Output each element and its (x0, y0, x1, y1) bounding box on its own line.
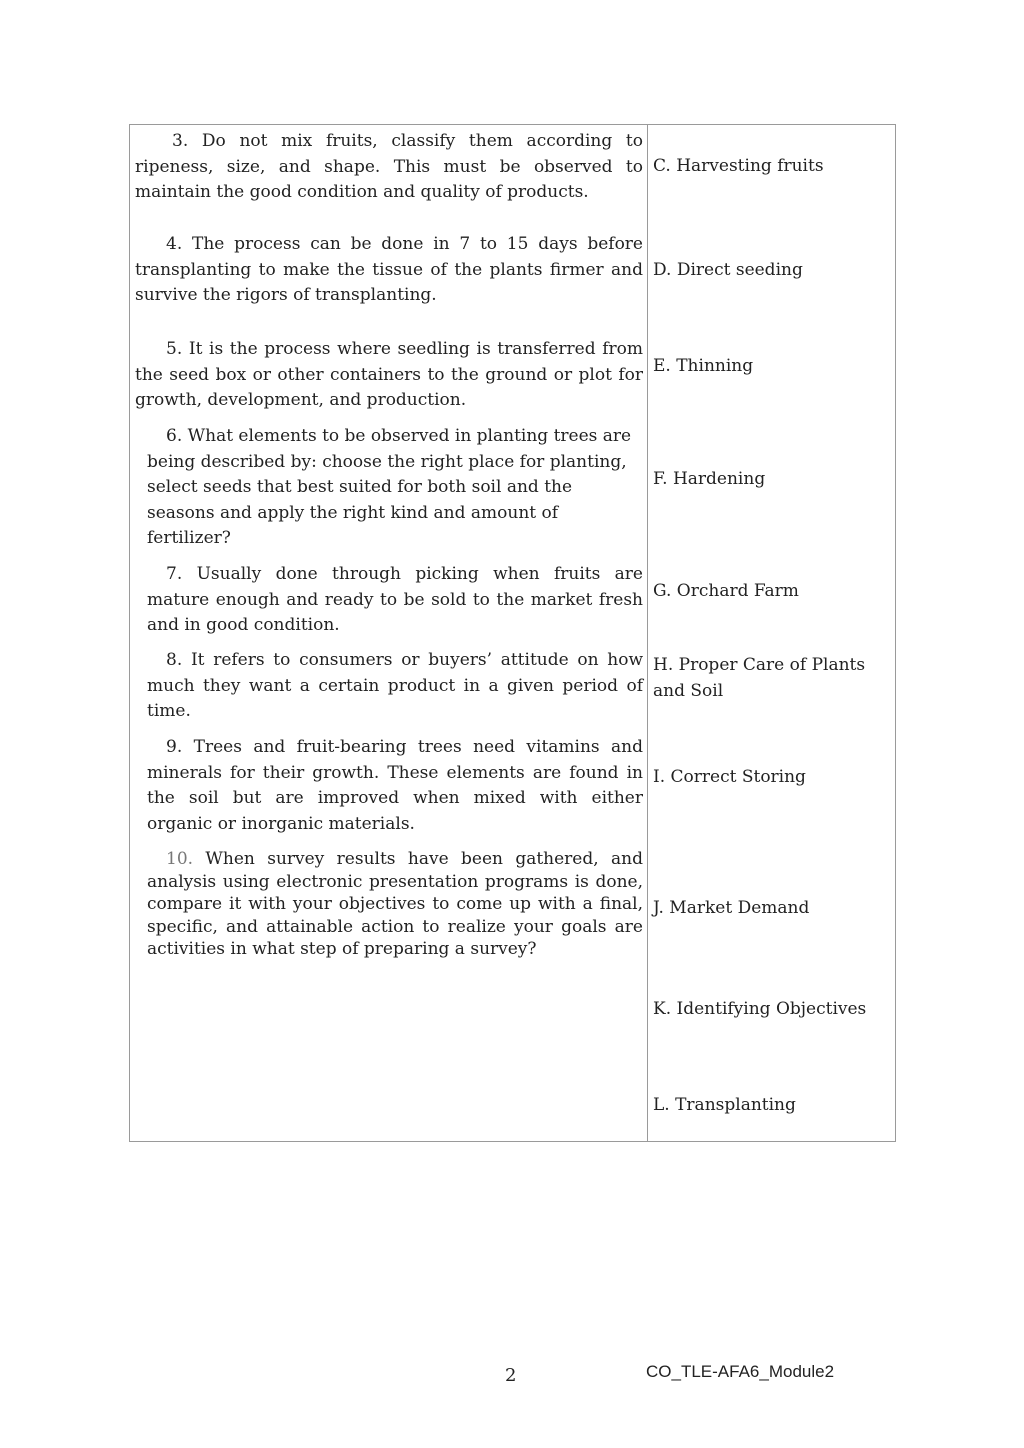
question-text: Trees and fruit-bearing trees need vitamins and minerals for their growth. These elements are found in the soil but are improved when mixed with either organic or inorganic materials. (147, 737, 644, 834)
choice-c: C. Harvesting fruits (653, 156, 824, 176)
question-7 (147, 562, 643, 639)
question-number: 5. (166, 339, 183, 359)
module-code: CO_TLE-AFA6_Module2 (646, 1362, 835, 1381)
question-5 (135, 337, 643, 414)
choice-g: G. Orchard Farm (653, 581, 799, 601)
choice-h: H. Proper Care of Plants and Soil (653, 655, 866, 701)
matching-table (129, 124, 896, 1142)
question-3 (135, 129, 643, 206)
question-number: 7. (166, 564, 183, 584)
question-text: The process can be done in 7 to 15 days before transplanting to make the tissue of the plants firmer and survive the rigors of transplanting. (135, 234, 643, 305)
question-9 (147, 735, 643, 837)
question-number: 8. (166, 650, 183, 670)
choice-l: L. Transplanting (653, 1095, 796, 1115)
choice-j: J. Market Demand (653, 898, 810, 918)
question-text: It refers to consumers or buyers’ attitude on how much they want a certain product in a given period of time. (147, 650, 644, 721)
column-divider (647, 125, 648, 1141)
choice-f: F. Hardening (653, 469, 766, 489)
question-10 (147, 848, 643, 961)
choice-d: D. Direct seeding (653, 260, 803, 280)
question-number: 4. (166, 234, 183, 254)
question-number: 10. (166, 849, 194, 869)
choice-e: E. Thinning (653, 356, 754, 376)
question-number: 3. (172, 131, 189, 151)
question-text: Usually done through picking when fruits are mature enough and ready to be sold to the market fresh and in good condition. (147, 564, 643, 635)
question-text: What elements to be observed in planting trees are being described by: choose the right place for planting, select seeds that best suited for both soil and the seasons and apply the right kind and amount of fertilizer? (147, 426, 632, 548)
question-text: It is the process where seedling is transferred from the seed box or other containers to the ground or plot for growth, development, and production. (135, 339, 644, 410)
question-6 (147, 424, 635, 552)
question-text: Do not mix fruits, classify them according to ripeness, size, and shape. This must be observed to maintain the good condition and quality of products. (135, 131, 643, 202)
choice-k: K. Identifying Objectives (653, 999, 867, 1019)
question-number: 9. (166, 737, 183, 757)
question-number: 6. (166, 426, 183, 446)
question-4 (135, 232, 643, 309)
page-number: 2 (505, 1365, 517, 1386)
question-8 (147, 648, 643, 725)
question-text: When survey results have been gathered, and analysis using electronic presentation programs is done, compare it with your objectives to come up with a final, specific, and attainable action to realize your goals are activities in what step of preparing a survey? (147, 849, 643, 959)
choice-i: I. Correct Storing (653, 767, 806, 787)
